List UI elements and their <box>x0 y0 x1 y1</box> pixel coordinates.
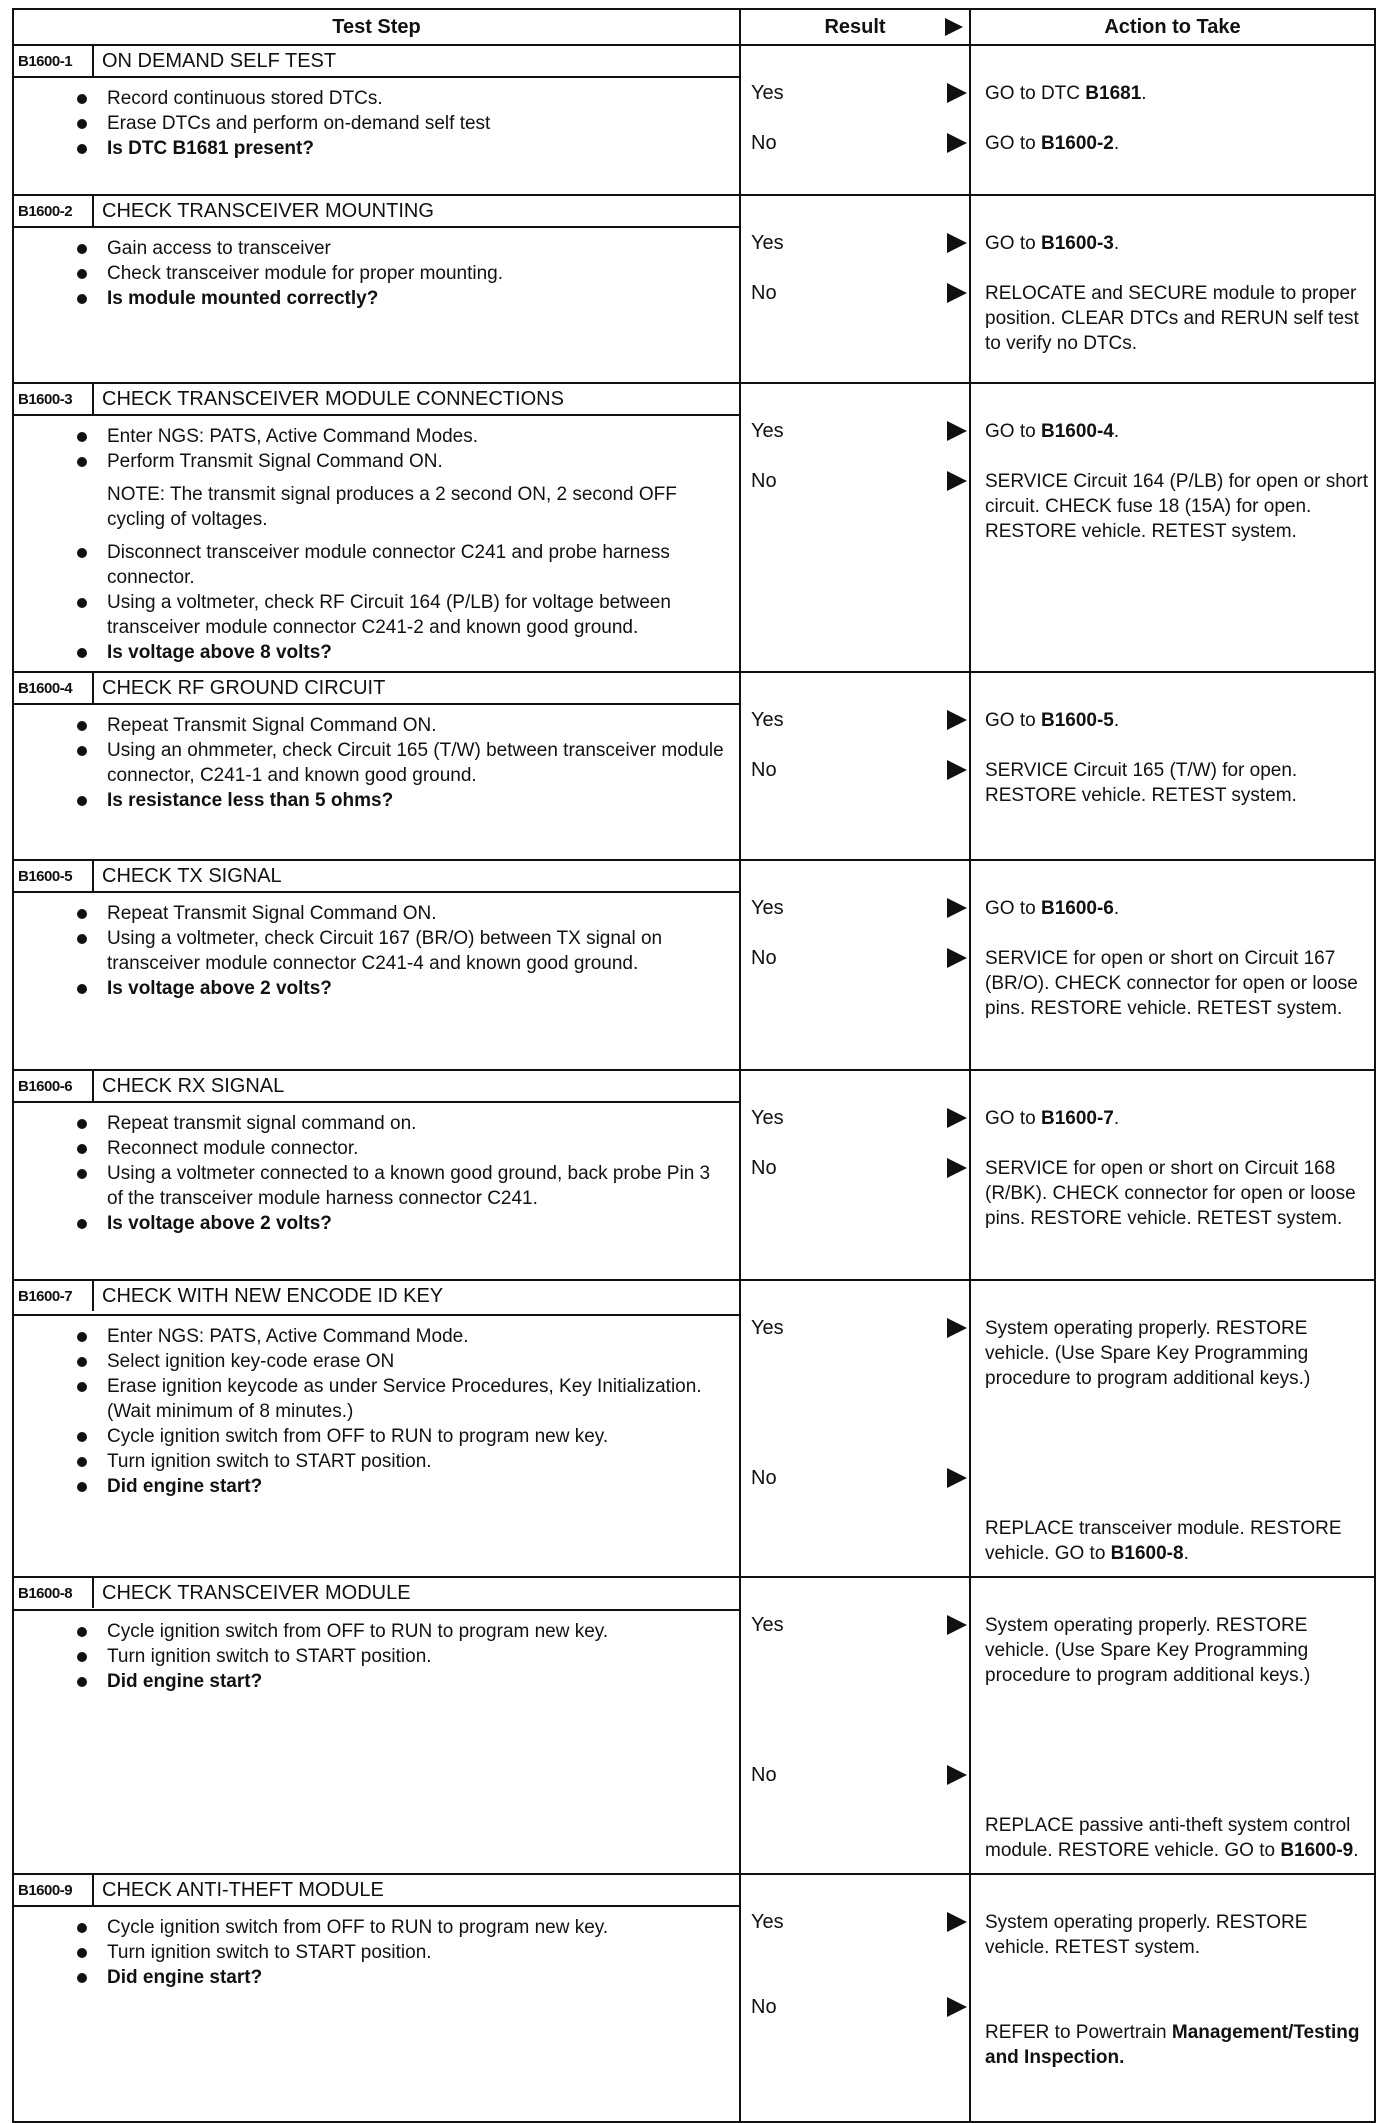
instruction-item: Repeat transmit signal command on. <box>107 1111 729 1136</box>
step-id: B1600-6 <box>14 1071 94 1101</box>
instruction-item: Gain access to transceiver <box>107 236 729 261</box>
action-text <box>971 1813 1374 1863</box>
arrow-right-icon <box>947 471 967 491</box>
action-text-prefix: GO to <box>985 421 1041 442</box>
action-cell <box>970 383 1375 672</box>
action-text-bold: B1600-9 <box>1280 1840 1354 1861</box>
action-list <box>971 384 1374 544</box>
step-header-inner <box>14 46 739 76</box>
step-instructions <box>13 1610 740 1874</box>
action-cell <box>970 1070 1375 1280</box>
result-row <box>741 1106 969 1131</box>
action-text-bold: B1600-8 <box>1110 1543 1184 1564</box>
test-question: Did engine start? <box>107 1965 729 1990</box>
result-label: Yes <box>751 1911 784 1933</box>
action-text-prefix: GO to <box>985 898 1041 919</box>
instruction-list <box>14 1324 729 1499</box>
result-list <box>741 673 969 783</box>
step-header-inner <box>14 861 739 891</box>
result-row <box>741 1910 969 1935</box>
test-question: Is voltage above 2 volts? <box>107 1211 729 1236</box>
action-text <box>971 1613 1374 1688</box>
arrow-right-icon <box>947 1108 967 1128</box>
instruction-item: Using a voltmeter, check RF Circuit 164 (P/LB) for voltage between transceiver module connector C241-2 and known good ground. <box>107 590 729 640</box>
instruction-item: Using a voltmeter connected to a known good ground, back probe Pin 3 of the transceiver module harness connector C241. <box>107 1161 729 1211</box>
action-text-bold: B1600-6 <box>1040 898 1114 919</box>
action-cell <box>970 195 1375 383</box>
arrow-right-icon <box>947 133 967 153</box>
action-text-bold: B1600-4 <box>1040 421 1114 442</box>
step-header-inner <box>14 384 739 414</box>
action-list <box>971 46 1374 156</box>
instruction-item: Turn ignition switch to START position. <box>107 1644 729 1669</box>
step-instructions <box>13 1102 740 1280</box>
action-text-suffix: . <box>1113 133 1120 154</box>
action-cell <box>970 45 1375 195</box>
result-row <box>741 81 969 106</box>
result-row <box>741 1466 969 1491</box>
step-header <box>13 1577 740 1610</box>
result-list <box>741 1875 969 2020</box>
header-result-label: Result <box>824 15 886 38</box>
instruction-item: Using a voltmeter, check Circuit 167 (BR/O) between TX signal on transceiver module connector C241-4 and known good ground. <box>107 926 729 976</box>
result-label: No <box>751 1157 777 1179</box>
instruction-list <box>14 86 729 161</box>
step-title: CHECK TRANSCEIVER MOUNTING <box>102 199 434 222</box>
header-action: Action to Take <box>970 9 1375 45</box>
pinpoint-test-table <box>12 8 1376 2123</box>
instruction-item: Erase DTCs and perform on-demand self test <box>107 111 729 136</box>
action-text-prefix: System operating properly. RESTORE vehicle. (Use Spare Key Programming procedure to program additional keys.) <box>985 1318 1311 1389</box>
instruction-list <box>14 1111 729 1236</box>
result-list <box>741 1578 969 1788</box>
instruction-list <box>14 713 729 813</box>
result-label: Yes <box>751 1107 784 1129</box>
action-text <box>971 281 1374 356</box>
result-cell <box>740 383 970 672</box>
instruction-item: Enter NGS: PATS, Active Command Modes. <box>107 424 729 449</box>
note-text: NOTE: The transmit signal produces a 2 second ON, 2 second OFF cycling of voltages. <box>107 484 677 530</box>
arrow-right-icon <box>947 1997 967 2017</box>
result-row <box>741 231 969 256</box>
instruction-item: Select ignition key-code erase ON <box>107 1349 729 1374</box>
arrow-right-icon <box>947 710 967 730</box>
result-row <box>741 946 969 971</box>
step-header <box>13 1070 740 1102</box>
result-row <box>741 1613 969 1638</box>
result-list <box>741 861 969 971</box>
action-list <box>971 196 1374 356</box>
action-text <box>971 81 1374 106</box>
action-cell <box>970 672 1375 860</box>
action-list <box>971 673 1374 808</box>
result-label: Yes <box>751 709 784 731</box>
test-question: Is DTC B1681 present? <box>107 136 729 161</box>
step-header-row <box>13 383 1375 415</box>
instruction-list <box>14 901 729 1001</box>
action-text <box>971 1106 1374 1131</box>
instruction-item: Cycle ignition switch from OFF to RUN to program new key. <box>107 1915 729 1940</box>
step-title: CHECK RF GROUND CIRCUIT <box>102 676 386 699</box>
action-text-prefix: GO to <box>985 233 1041 254</box>
result-label: Yes <box>751 897 784 919</box>
arrow-right-icon <box>947 283 967 303</box>
step-title: CHECK TRANSCEIVER MODULE <box>102 1581 411 1604</box>
result-cell <box>740 195 970 383</box>
action-text-bold: B1600-2 <box>1040 133 1114 154</box>
action-text <box>971 946 1374 1021</box>
arrow-right-icon <box>947 1765 967 1785</box>
action-text <box>971 231 1374 256</box>
instruction-item: Record continuous stored DTCs. <box>107 86 729 111</box>
action-list <box>971 1281 1374 1566</box>
step-header <box>13 45 740 77</box>
action-cell <box>970 860 1375 1070</box>
instruction-item: Repeat Transmit Signal Command ON. <box>107 713 729 738</box>
step-header-row <box>13 195 1375 227</box>
step-header-row <box>13 1874 1375 1906</box>
instruction-item: Cycle ignition switch from OFF to RUN to program new key. <box>107 1424 729 1449</box>
result-cell <box>740 672 970 860</box>
action-text-prefix: SERVICE Circuit 164 (P/LB) for open or short circuit. CHECK fuse 18 (15A) for open. RESTORE vehicle. RETEST system. <box>985 471 1368 542</box>
result-list <box>741 46 969 156</box>
action-text-prefix: GO to <box>985 1108 1041 1129</box>
step-header-inner <box>14 196 739 226</box>
step-id: B1600-8 <box>14 1578 94 1608</box>
action-text-suffix: . <box>1113 1108 1120 1129</box>
instruction-item: Reconnect module connector. <box>107 1136 729 1161</box>
action-text <box>971 469 1374 544</box>
result-list <box>741 384 969 494</box>
action-text <box>971 708 1374 733</box>
action-list <box>971 861 1374 1021</box>
arrow-right-icon <box>947 948 967 968</box>
step-id: B1600-7 <box>14 1281 94 1311</box>
result-list <box>741 1071 969 1181</box>
header-result <box>740 9 970 45</box>
step-header <box>13 195 740 227</box>
test-question: Is resistance less than 5 ohms? <box>107 788 729 813</box>
action-text <box>971 896 1374 921</box>
test-steps <box>13 45 1375 2122</box>
step-id: B1600-5 <box>14 861 94 891</box>
step-instructions <box>13 704 740 860</box>
result-row <box>741 469 969 494</box>
step-header-inner <box>14 1578 739 1608</box>
action-text-prefix: GO to <box>985 710 1041 731</box>
step-header <box>13 672 740 704</box>
step-header-inner <box>14 1281 739 1311</box>
action-text <box>971 1156 1374 1231</box>
result-label: No <box>751 1467 777 1489</box>
step-id: B1600-3 <box>14 384 94 414</box>
action-text-bold: Management/Testing and Inspection. <box>985 2022 1360 2068</box>
action-text-prefix: REFER to Powertrain <box>985 2022 1172 2043</box>
step-title: CHECK TX SIGNAL <box>102 864 282 887</box>
action-text-prefix: SERVICE Circuit 165 (T/W) for open. RESTORE vehicle. RETEST system. <box>985 760 1298 806</box>
arrow-right-icon <box>947 83 967 103</box>
test-question: Is module mounted correctly? <box>107 286 729 311</box>
step-instructions <box>13 892 740 1070</box>
instruction-item: Perform Transmit Signal Command ON. <box>107 449 729 474</box>
action-text-suffix: . <box>1113 233 1120 254</box>
result-list <box>741 196 969 306</box>
instruction-item: Erase ignition keycode as under Service Procedures, Key Initialization. (Wait minimum of 8 minutes.) <box>107 1374 729 1424</box>
result-label: No <box>751 282 777 304</box>
step-header-row <box>13 860 1375 892</box>
step-instructions <box>13 1906 740 2122</box>
result-cell <box>740 860 970 1070</box>
header-test-step: Test Step <box>13 9 740 45</box>
arrow-right-icon <box>945 18 963 36</box>
action-text-bold: B1600-5 <box>1040 710 1114 731</box>
action-text-suffix: . <box>1113 898 1120 919</box>
action-cell <box>970 1874 1375 2122</box>
action-text <box>971 131 1374 156</box>
instruction-item: Repeat Transmit Signal Command ON. <box>107 901 729 926</box>
step-instructions <box>13 415 740 672</box>
step-instructions <box>13 227 740 383</box>
result-label: Yes <box>751 82 784 104</box>
result-row <box>741 419 969 444</box>
action-text-prefix: SERVICE for open or short on Circuit 167 (BR/O). CHECK connector for open or loose pins. RESTORE vehicle. RETEST system. <box>985 948 1358 1019</box>
result-row <box>741 896 969 921</box>
step-id: B1600-4 <box>14 673 94 703</box>
action-text <box>971 1316 1374 1391</box>
step-header <box>13 1280 740 1315</box>
instruction-list <box>14 1619 729 1694</box>
result-row <box>741 1995 969 2020</box>
action-text-suffix: . <box>1141 83 1147 104</box>
arrow-right-icon <box>947 1318 967 1338</box>
action-text-prefix: GO to <box>985 133 1041 154</box>
result-cell <box>740 1874 970 2122</box>
action-list <box>971 1875 1374 2070</box>
arrow-right-icon <box>947 1468 967 1488</box>
instruction-item: Disconnect transceiver module connector C241 and probe harness connector. <box>107 540 729 590</box>
result-row <box>741 708 969 733</box>
action-text <box>971 1910 1374 1960</box>
action-text-prefix: RELOCATE and SECURE module to proper position. CLEAR DTCs and RERUN self test to verify no DTCs. <box>985 283 1359 354</box>
instruction-item: Cycle ignition switch from OFF to RUN to program new key. <box>107 1619 729 1644</box>
step-title: ON DEMAND SELF TEST <box>102 49 337 72</box>
action-text-bold: B1681 <box>1085 83 1142 104</box>
action-text-prefix: REPLACE transceiver module. RESTORE vehicle. GO to <box>985 1518 1342 1564</box>
result-cell <box>740 1280 970 1577</box>
result-label: No <box>751 759 777 781</box>
result-label: Yes <box>751 1614 784 1636</box>
result-list <box>741 1281 969 1491</box>
result-label: No <box>751 470 777 492</box>
step-title: CHECK WITH NEW ENCODE ID KEY <box>102 1284 444 1307</box>
step-title: CHECK RX SIGNAL <box>102 1074 285 1097</box>
arrow-right-icon <box>947 760 967 780</box>
arrow-right-icon <box>947 233 967 253</box>
action-text-prefix: System operating properly. RESTORE vehicle. (Use Spare Key Programming procedure to program additional keys.) <box>985 1615 1311 1686</box>
result-cell <box>740 45 970 195</box>
step-header-inner <box>14 1071 739 1101</box>
step-header-row <box>13 1280 1375 1315</box>
action-text <box>971 419 1374 444</box>
arrow-right-icon <box>947 1158 967 1178</box>
action-cell <box>970 1577 1375 1874</box>
step-instructions <box>13 77 740 195</box>
table-header-row <box>13 9 1375 45</box>
action-text-suffix: . <box>1113 421 1120 442</box>
step-header-inner <box>14 1875 739 1905</box>
action-text <box>971 758 1374 808</box>
result-row <box>741 1316 969 1341</box>
test-question: Did engine start? <box>107 1669 729 1694</box>
step-id: B1600-9 <box>14 1875 94 1905</box>
test-question: Is voltage above 2 volts? <box>107 976 729 1001</box>
action-cell <box>970 1280 1375 1577</box>
test-question: Did engine start? <box>107 1474 729 1499</box>
action-list <box>971 1578 1374 1863</box>
action-text-prefix: GO to DTC <box>985 83 1086 104</box>
result-cell <box>740 1070 970 1280</box>
result-row <box>741 281 969 306</box>
result-label: No <box>751 132 777 154</box>
step-id: B1600-2 <box>14 196 94 226</box>
action-list <box>971 1071 1374 1231</box>
action-text-suffix: . <box>1113 710 1120 731</box>
result-row <box>741 1763 969 1788</box>
instruction-item: Using an ohmmeter, check Circuit 165 (T/W) between transceiver module connector, C241-1 and known good ground. <box>107 738 729 788</box>
action-text-prefix: SERVICE for open or short on Circuit 168 (R/BK). CHECK connector for open or loose pins. RESTORE vehicle. RETEST system. <box>985 1158 1356 1229</box>
action-text-suffix: . <box>1183 1543 1189 1564</box>
result-row <box>741 1156 969 1181</box>
action-text-prefix: REPLACE passive anti-theft system control module. RESTORE vehicle. GO to <box>985 1815 1351 1861</box>
pinpoint-test-sheet <box>12 8 1374 2068</box>
result-label: No <box>751 1996 777 2018</box>
instruction-list <box>14 424 729 665</box>
arrow-right-icon <box>947 1912 967 1932</box>
step-header-row <box>13 1070 1375 1102</box>
arrow-right-icon <box>947 898 967 918</box>
action-text-bold: B1600-7 <box>1040 1108 1114 1129</box>
action-text-prefix: System operating properly. RESTORE vehicle. RETEST system. <box>985 1912 1308 1958</box>
step-title: CHECK ANTI-THEFT MODULE <box>102 1878 384 1901</box>
action-text <box>971 1516 1374 1566</box>
step-header-row <box>13 45 1375 77</box>
instruction-list <box>14 236 729 311</box>
step-header <box>13 1874 740 1906</box>
step-header-inner <box>14 673 739 703</box>
step-id: B1600-1 <box>14 46 94 76</box>
result-label: Yes <box>751 232 784 254</box>
step-header <box>13 860 740 892</box>
step-title: CHECK TRANSCEIVER MODULE CONNECTIONS <box>102 387 564 410</box>
result-label: No <box>751 1764 777 1786</box>
test-question: Is voltage above 8 volts? <box>107 640 729 665</box>
result-label: No <box>751 947 777 969</box>
instruction-item: Turn ignition switch to START position. <box>107 1449 729 1474</box>
instruction-list <box>14 1915 729 1990</box>
action-text <box>971 2020 1374 2070</box>
action-text-suffix: . <box>1353 1840 1359 1861</box>
instruction-item: Check transceiver module for proper mounting. <box>107 261 729 286</box>
result-label: Yes <box>751 420 784 442</box>
arrow-right-icon <box>947 1615 967 1635</box>
arrow-right-icon <box>947 421 967 441</box>
result-row <box>741 758 969 783</box>
instruction-item: Turn ignition switch to START position. <box>107 1940 729 1965</box>
step-header <box>13 383 740 415</box>
action-text-bold: B1600-3 <box>1040 233 1114 254</box>
step-header-row <box>13 1577 1375 1610</box>
step-instructions <box>13 1315 740 1577</box>
result-row <box>741 131 969 156</box>
result-cell <box>740 1577 970 1874</box>
step-header-row <box>13 672 1375 704</box>
result-label: Yes <box>751 1317 784 1339</box>
instruction-item: Enter NGS: PATS, Active Command Mode. <box>107 1324 729 1349</box>
